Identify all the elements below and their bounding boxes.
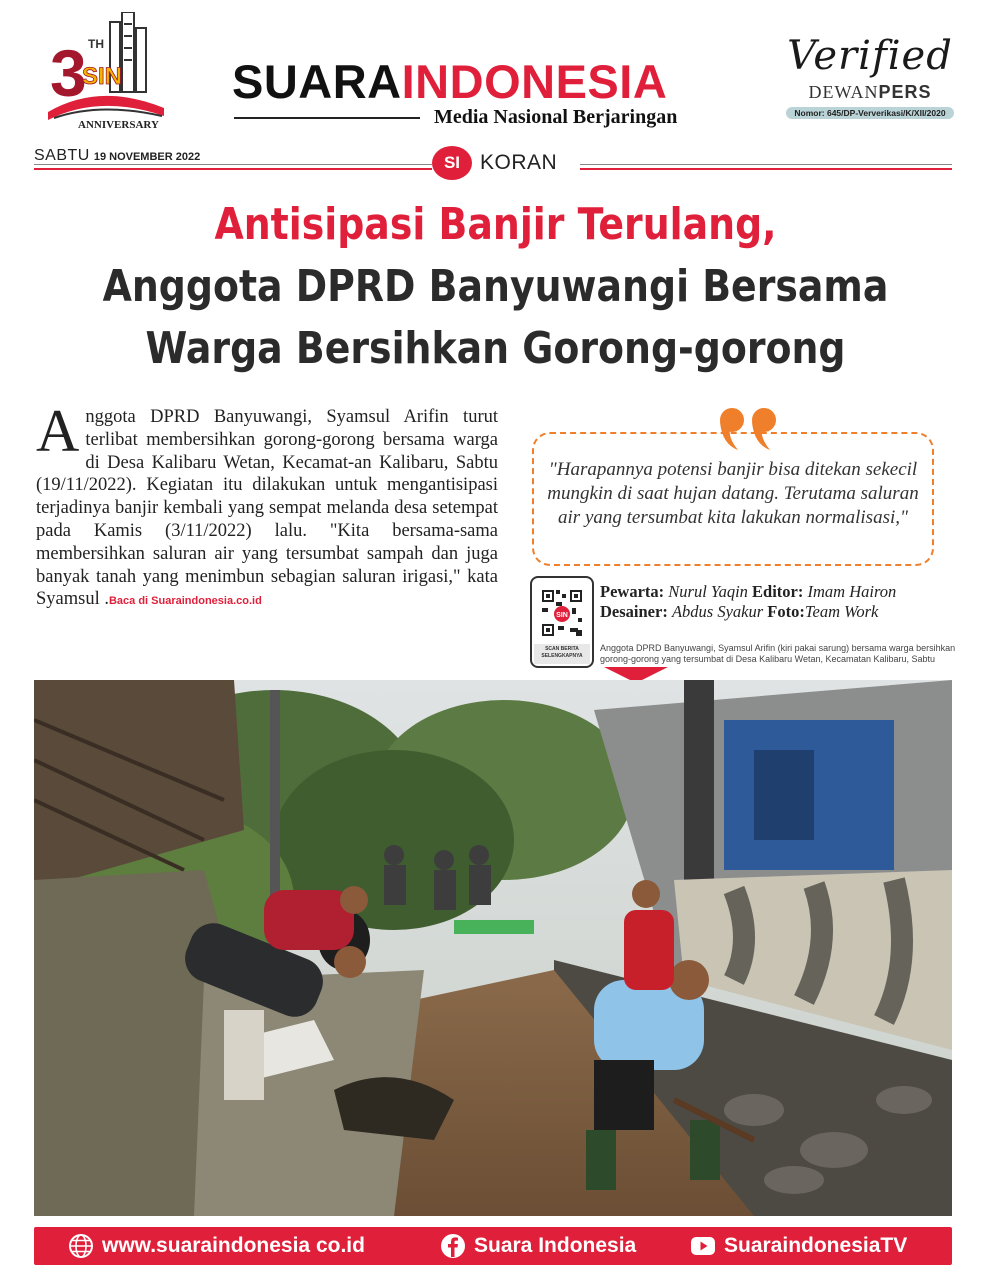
article-dropcap: A — [36, 398, 80, 464]
designer-label: Desainer: — [600, 602, 668, 621]
header-rule-left — [34, 168, 432, 170]
qr-label: SCAN BERITA SELENGKAPNYA — [534, 644, 590, 664]
section-label — [432, 146, 580, 180]
anniversary-number: 3 — [50, 36, 87, 110]
brand-tagline: Media Nasional Berjaringan — [434, 106, 678, 128]
verified-org-part2: PERS — [878, 82, 932, 102]
brand-name-part2: INDONESIA — [401, 55, 668, 108]
editor-name: Imam Hairon — [807, 582, 897, 601]
brand-rule — [234, 117, 420, 119]
dateline-date: 19 NOVEMBER 2022 — [93, 151, 201, 163]
headline — [20, 194, 971, 380]
masthead — [232, 56, 752, 136]
footer-bar — [34, 1227, 952, 1265]
anniversary-logo — [40, 12, 172, 132]
header-rule-right-thin — [580, 164, 952, 165]
facebook-icon — [440, 1233, 466, 1259]
verified-dewan-pers-badge — [780, 34, 960, 144]
reporter-name: Nurul Yaqin — [668, 582, 748, 601]
youtube-icon — [690, 1233, 716, 1259]
verified-word: Verified — [787, 33, 953, 79]
footer-youtube[interactable] — [690, 1227, 907, 1265]
footer-website[interactable] — [68, 1227, 365, 1265]
article-photo — [34, 680, 952, 1216]
header-rule-right — [580, 168, 952, 170]
photo-caption: Anggota DPRD Banyuwangi, Syamsul Arifin (kiri pakai sarung) bersama warga bersihkan gorong-gorong yang tersumbat di Desa Kalibaru Wetan, Kecamatan Kalibaru, Sabtu — [600, 643, 956, 664]
read-more-link[interactable]: Baca di Suaraindonesia.co.id — [108, 595, 262, 608]
pull-quote: "Harapannya potensi banjir bisa ditekan sekecil mungkin di saat hujan datang. Terutama saluran air yang tersumbat kita lakukan normalisasi," — [547, 459, 919, 528]
reporter-label: Pewarta: — [600, 582, 665, 601]
verified-org-part1: DEWAN — [808, 82, 879, 102]
headline-line-1: Antisipasi Banjir Terulang, — [214, 199, 777, 250]
globe-icon — [68, 1233, 94, 1259]
designer-name: Abdus Syakur — [671, 602, 764, 621]
footer-youtube-text: SuaraindonesiaTV — [724, 1234, 908, 1257]
verified-number: Nomor: 645/DP-Ververikasi/K/XII/2020 — [786, 107, 953, 119]
qr-badge: SIN — [556, 612, 568, 619]
anniversary-superscript: TH — [88, 37, 104, 51]
article-text: nggota DPRD Banyuwangi, Syamsul Arifin turut terlibat membersihkan gorong-gorong bersama warga di Desa Kalibaru Wetan, Kecamat-an Kalibaru, Sabtu (19/11/2022). Kegiatan itu dilakukan untuk mengantisipasi terjadinya banjir kembali yang sempat melanda desa setempat pada Kamis (3/11/2022) lalu. "Kita bersama-sama membersihkan saluran air yang tersumbat sampah dan juga banyak tanah yang menimbun sebagian saluran irigasi," kata Syamsul . — [36, 407, 498, 610]
headline-line-3: Warga Bersihkan Gorong-gorong — [145, 323, 846, 374]
photo-credit: Team Work — [804, 602, 879, 621]
brand-name-part1: SUARA — [232, 55, 402, 108]
headline-line-2: Anggota DPRD Banyuwangi Bersama — [102, 261, 889, 312]
credits — [600, 582, 960, 622]
footer-facebook[interactable] — [440, 1227, 636, 1265]
footer-facebook-text: Suara Indonesia — [474, 1234, 637, 1257]
photo-label: Foto: — [767, 602, 805, 621]
header-rule-left-thin — [34, 164, 432, 165]
brand-name — [232, 56, 667, 108]
verified-org — [780, 82, 960, 103]
section-name: KORAN — [480, 151, 558, 174]
article-body — [36, 398, 498, 613]
qr-code[interactable] — [536, 582, 588, 646]
footer-website-text: www.suaraindonesia co.id — [102, 1234, 365, 1257]
qr-code-card[interactable] — [530, 576, 594, 668]
section-badge: SI — [432, 146, 472, 180]
anniversary-label: ANNIVERSARY — [78, 119, 159, 131]
editor-label: Editor: — [752, 582, 804, 601]
dateline-day: SABTU — [34, 147, 90, 164]
anniversary-brand: SIN — [82, 63, 123, 90]
dateline — [34, 147, 200, 165]
